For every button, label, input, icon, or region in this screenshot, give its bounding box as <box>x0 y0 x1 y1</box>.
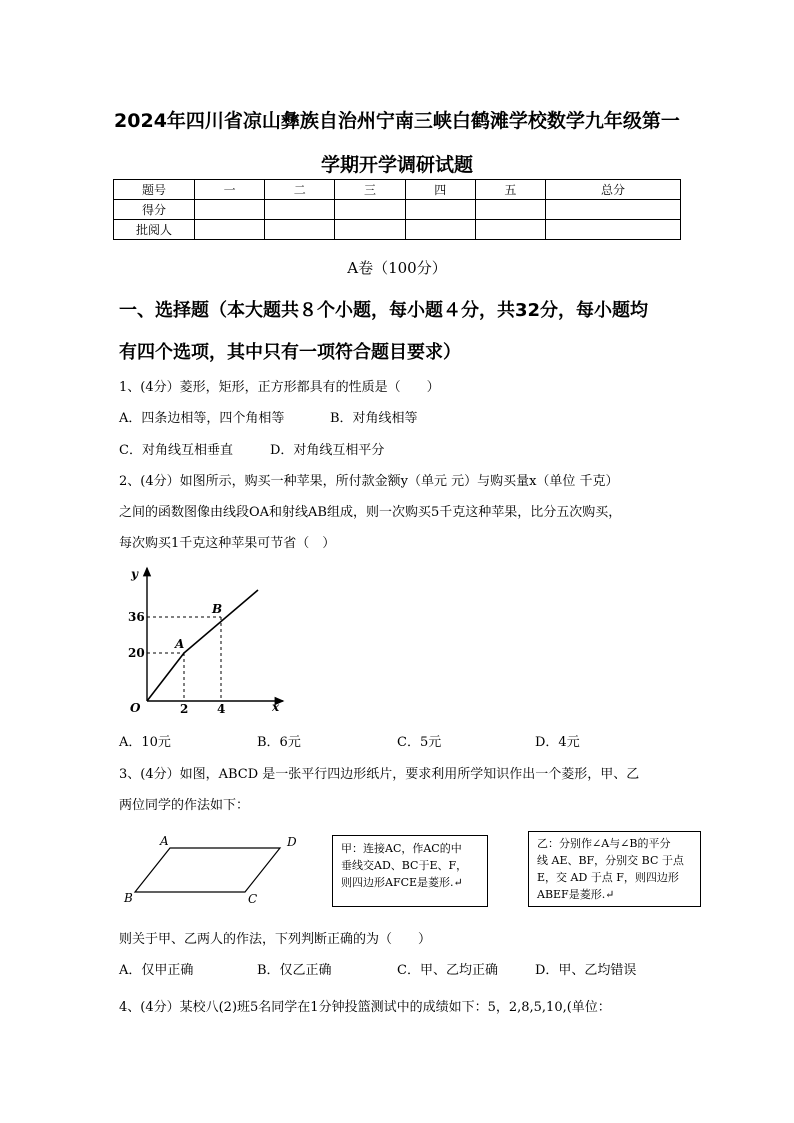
exam-title-line1: 2024年四川省凉山彝族自治州宁南三峡白鹤滩学校数学九年级第一 <box>114 110 680 132</box>
header-cell: 三 <box>335 180 405 200</box>
box-jia-line: 甲：连接AC，作AC的中 <box>341 842 462 855</box>
part1-heading-line1: 一、选择题（本大题共８个小题，每小题４分，共32分，每小题均 <box>119 300 649 321</box>
point-a-label: A <box>175 637 185 651</box>
vertex-b-label: B <box>124 891 133 905</box>
q2-stem-line2: 之间的函数图像由线段OA和射线AB组成，则一次购买5千克这种苹果，比分五次购买， <box>119 505 622 520</box>
vertex-c-label: C <box>248 892 258 906</box>
q1-option-a[interactable]: A．四条边相等，四个角相等 <box>119 411 285 426</box>
q2-stem-line3: 每次购买1千克这种苹果可节省（ ） <box>119 536 336 551</box>
header-cell: 题号 <box>114 180 195 200</box>
header-cell: 一 <box>195 180 265 200</box>
header-cell: 总分 <box>546 180 681 200</box>
x-tick-label: 4 <box>217 702 226 716</box>
q1-option-b[interactable]: B．对角线相等 <box>330 411 418 426</box>
y-tick-label: 20 <box>128 646 145 660</box>
method-box-jia <box>332 835 488 907</box>
q3-option-a[interactable]: A．仅甲正确 <box>119 963 194 978</box>
parallelogram-abcd <box>135 848 280 892</box>
q3-option-b[interactable]: B．仅乙正确 <box>257 963 332 978</box>
segment-oa <box>147 653 184 701</box>
q3-stem-line2: 两位同学的作法如下： <box>119 798 250 813</box>
q2-option-a[interactable]: A．10元 <box>119 735 171 750</box>
method-box-yi <box>528 831 701 907</box>
q3-stem-line1: 3、(4分）如图，ABCD 是一张平行四边形纸片，要求利用所学知识作出一个菱形，甲、乙 <box>119 767 640 782</box>
q3-question: 则关于甲、乙两人的作法，下列判断正确的为（ ） <box>119 932 432 947</box>
header-cell: 五 <box>475 180 545 200</box>
row-label: 批阅人 <box>114 220 195 240</box>
row-label: 得分 <box>114 200 195 220</box>
exam-title-line2: 学期开学调研试题 <box>320 154 473 176</box>
q1-option-d[interactable]: D．对角线互相平分 <box>270 443 385 458</box>
part1-heading-line2: 有四个选项，其中只有一项符合题目要求） <box>119 342 461 363</box>
q2-option-d[interactable]: D．4元 <box>535 735 580 750</box>
q2-option-c[interactable]: C．5元 <box>397 735 442 750</box>
y-axis-label: y <box>131 567 138 581</box>
q2-option-b[interactable]: B．6元 <box>257 735 301 750</box>
q2-stem-line1: 2、(4分）如图所示，购买一种苹果，所付款金额y（单元 元）与购买量x（单位 千克） <box>119 474 619 489</box>
box-jia-line: 垂线交AD、BC于E、F， <box>341 859 468 872</box>
vertex-d-label: D <box>287 835 297 849</box>
header-cell: 二 <box>265 180 335 200</box>
box-jia-line: 则四边形AFCE是菱形.↵ <box>341 876 463 889</box>
point-b-label: B <box>212 602 223 616</box>
box-yi-line: 乙：分别作∠A与∠B的平分 <box>537 837 671 850</box>
q3-option-c[interactable]: C．甲、乙均正确 <box>397 963 498 978</box>
header-cell: 四 <box>405 180 475 200</box>
box-yi-line: ABEF是菱形.↵ <box>537 888 615 901</box>
x-tick-label: 2 <box>180 702 189 716</box>
box-yi-line: E，交 AD 于点 F，则四边形 <box>537 871 679 884</box>
q4-stem-line1: 4、(4分）某校八(2)班5名同学在1分钟投篮测试中的成绩如下：5，2,8,5,10,(单位： <box>119 1000 611 1015</box>
x-axis-label: x <box>272 700 280 714</box>
y-tick-label: 36 <box>128 610 145 624</box>
section-a-title: A卷（100分） <box>347 259 447 277</box>
origin-label: O <box>130 701 141 715</box>
vertex-a-label: A <box>160 834 169 848</box>
q1-option-c[interactable]: C．对角线互相垂直 <box>119 443 233 458</box>
box-yi-line: 线 AE、BF，分别交 BC 于点 <box>537 854 684 867</box>
q1-stem: 1、(4分）菱形，矩形，正方形都具有的性质是（ ） <box>119 380 440 395</box>
q3-option-d[interactable]: D．甲、乙均错误 <box>535 963 637 978</box>
